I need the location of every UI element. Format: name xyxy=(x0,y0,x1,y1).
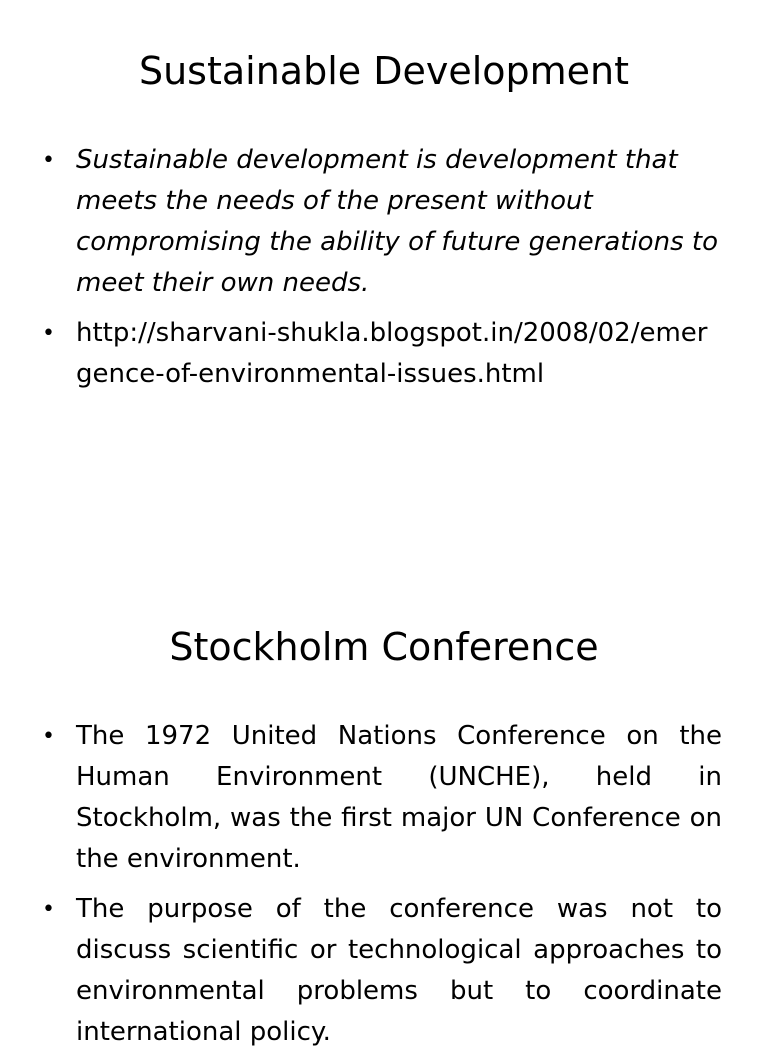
bullet-unche xyxy=(42,716,722,880)
source-url[interactable]: http://sharvani-shukla.blogspot.in/2008/02/emergence-of-environmental-issues.html xyxy=(76,318,708,389)
slide-title: Stockholm Conference xyxy=(169,625,599,669)
bullet-list xyxy=(42,140,722,404)
bullet-dot-icon: • xyxy=(42,897,55,922)
bullet-dot-icon: • xyxy=(42,321,55,346)
bullet-text: The purpose of the conference was not to discuss scientific or technological approaches to environmental problems but to coordinate international policy. xyxy=(76,894,722,1047)
bullet-dot-icon: • xyxy=(42,724,55,749)
slide-title: Sustainable Development xyxy=(138,49,630,93)
bullet-dot-icon: • xyxy=(42,148,55,173)
bullet-purpose xyxy=(42,889,722,1053)
bullet-text: The 1972 United Nations Conference on the Human Environment (UNCHE), held in Stockholm, was the first major UN Conference on the environment. xyxy=(76,721,722,874)
bullet-definition xyxy=(42,140,722,304)
slide-stockholm-conference xyxy=(0,576,768,1047)
bullet-list xyxy=(42,716,722,1062)
bullet-text: Sustainable development is development that meets the needs of the present without compromising the ability of future generations to meet their own needs. xyxy=(76,145,718,298)
bullet-source-link xyxy=(42,313,722,395)
